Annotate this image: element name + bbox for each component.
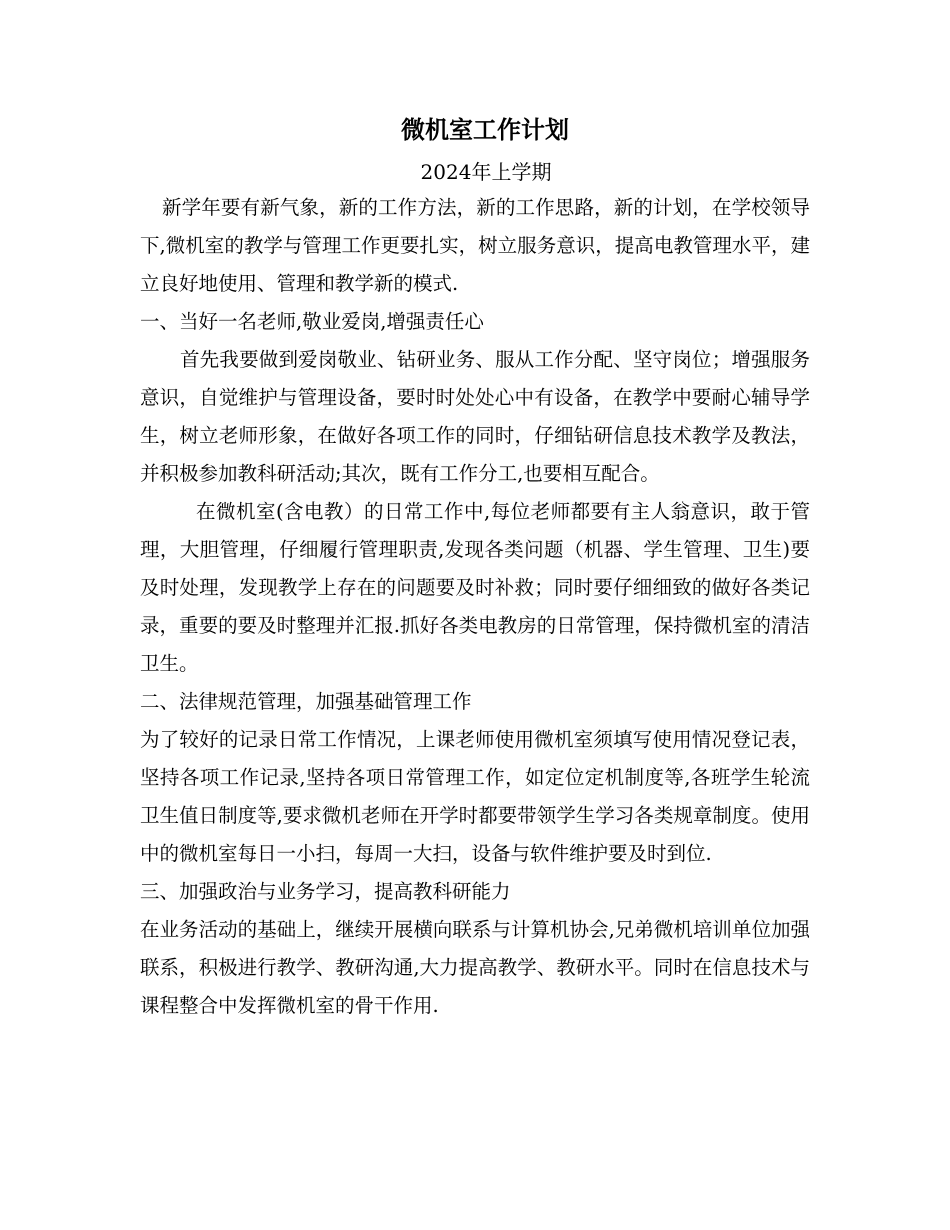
section-heading-1: 一、当好一名老师,敬业爱岗,增强责任心 [140,310,484,333]
intro-paragraph: 新学年要有新气象，新的工作方法，新的工作思路，新的计划，在学校领导下,微机室的教学与管理工作更要扎实，树立服务意识，提高电教管理水平，建立良好地使用、管理和教学新的模式. [140,196,810,295]
section-1-paragraph-2: 在微机室(含电教）的日常工作中,每位老师都要有主人翁意识，敢于管理，大胆管理，仔细履行管理职责,发现各类问题（机器、学生管理、卫生)要及时处理，发现教学上存在的问题要及时补救；同时要仔细细致的做好各类记录，重要的要及时整理并汇报.抓好各类电教房的日常管理，保持微机室的清洁卫生。 [140,500,810,675]
document-subtitle: 2024年上学期 [420,160,552,184]
document-title: 微机室工作计划 [401,115,569,144]
section-2-paragraph: 为了较好的记录日常工作情况，上课老师使用微机室须填写使用情况登记表，坚持各项工作记录,坚持各项日常管理工作，如定位定机制度等,各班学生轮流卫生值日制度等,要求微机老师在开学时都要带领学生学习各类规章制度。使用中的微机室每日一小扫，每周一大扫，设备与软件维护要及时到位. [140,728,810,865]
section-3-paragraph: 在业务活动的基础上，继续开展横向联系与计算机协会,兄弟微机培训单位加强联系，积极进行教学、教研沟通,大力提高教学、教研水平。同时在信息技术与课程整合中发挥微机室的骨干作用. [140,918,810,1017]
document-body [140,113,810,1025]
section-heading-2: 二、法律规范管理，加强基础管理工作 [140,690,472,713]
section-heading-3: 三、加强政治与业务学习，提高教科研能力 [140,880,511,903]
section-1-paragraph: 首先我要做到爱岗敬业、钻研业务、服从工作分配、坚守岗位；增强服务意识，自觉维护与管理设备，要时时处处心中有设备，在教学中要耐心辅导学生，树立老师形象，在做好各项工作的同时，仔细钻研信息技术教学及教法，并积极参加教科研活动;其次，既有工作分工,也要相互配合。 [140,348,810,485]
